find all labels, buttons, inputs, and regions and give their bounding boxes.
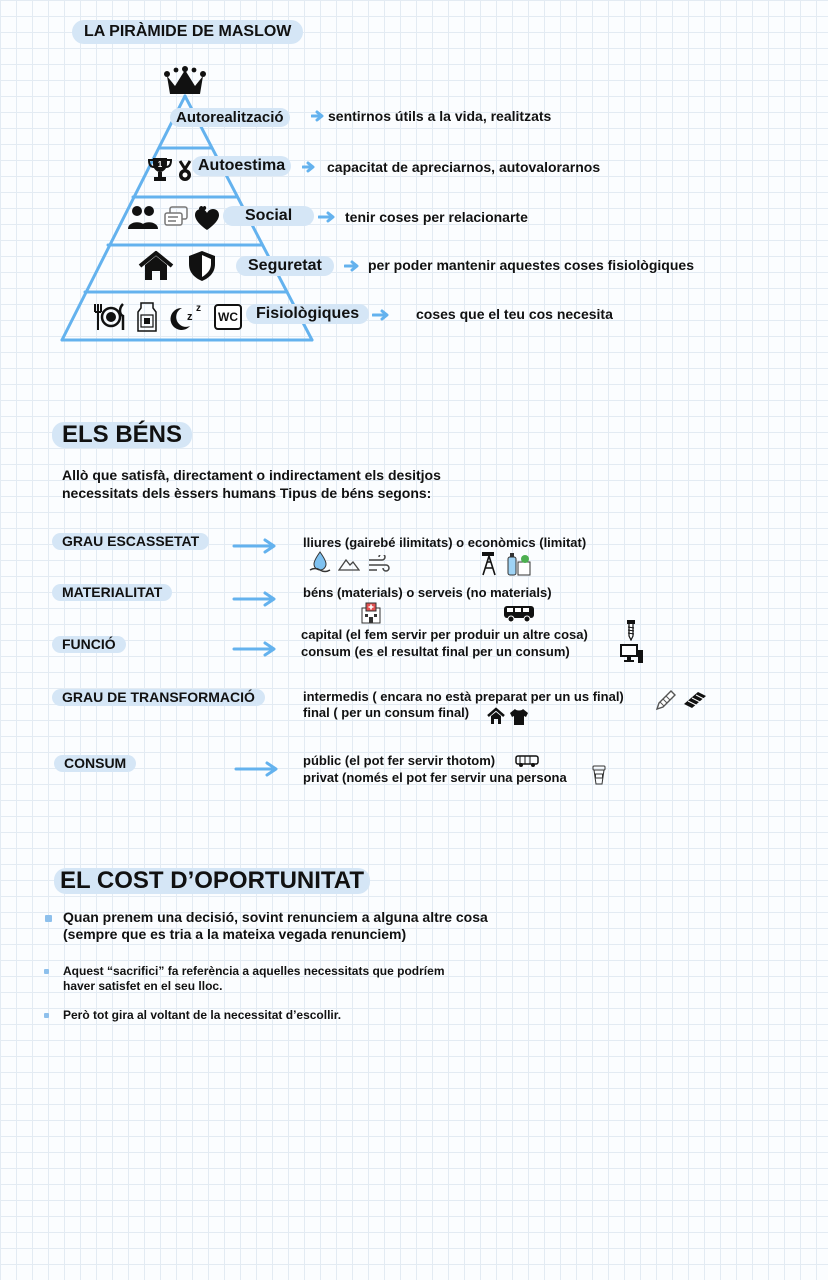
- cost-title: EL COST D’OPORTUNITAT: [54, 868, 370, 894]
- hearts-icon: [193, 205, 221, 231]
- criterion-consum-line-1: públic (el pot fer servir thotom): [303, 753, 496, 768]
- level-autoestima-desc: capacitat de apreciarnos, autovalorarnos: [327, 159, 601, 175]
- arrow-icon: [344, 260, 360, 272]
- criterion-grau-transformacio: GRAU DE TRANSFORMACIÓ: [52, 689, 265, 706]
- hospital-icon: [360, 602, 382, 624]
- long-arrow-icon: [232, 590, 278, 608]
- criterion-materialitat-desc: béns (materials) o serveis (no materials): [303, 585, 552, 600]
- svg-text:1: 1: [157, 160, 163, 169]
- svg-text:z: z: [187, 311, 193, 323]
- bricks-icon: [682, 688, 708, 710]
- shield-icon: [187, 250, 217, 282]
- criterion-grau-transformacio-line-1: intermedis ( encara no està preparat per un us final): [303, 689, 624, 704]
- bens-title: ELS BÉNS: [52, 422, 192, 448]
- level-social-desc: tenir coses per relacionarte: [345, 209, 528, 225]
- water-drop-icon: [309, 551, 331, 573]
- criterion-grau-escassetat-desc: lliures (gairebé ilimitats) o econòmics (limitat): [303, 535, 587, 550]
- tshirt-icon: [509, 708, 529, 726]
- bullet-icon: [44, 1013, 49, 1018]
- arrow-icon: [318, 211, 336, 223]
- cost-paragraph-2-line-1: Aquest “sacrifici” fa referència a aquelles necessitats que podríem: [63, 964, 445, 978]
- long-arrow-icon: [232, 537, 278, 555]
- level-seguretat-desc: per poder mantenir aquestes coses fisiològiques: [368, 257, 694, 273]
- people-icon: [127, 204, 159, 230]
- level-seguretat-label: Seguretat: [236, 256, 334, 276]
- level-fisiologiques-label: Fisiològiques: [246, 304, 369, 324]
- arrow-icon: [311, 110, 325, 122]
- bullet-icon: [44, 969, 49, 974]
- cost-paragraph-3: Però tot gira al voltant de la necessitat d’escollir.: [63, 1008, 342, 1022]
- criterion-funcio-line-1: capital (el fem servir per produir un altre cosa): [301, 627, 588, 642]
- bottles-icon: [506, 552, 532, 576]
- level-social-label: Social: [223, 206, 314, 226]
- house-small-icon: [487, 707, 505, 725]
- plate-icon: [92, 302, 126, 332]
- criterion-grau-escassetat: GRAU ESCASSETAT: [52, 533, 209, 550]
- oil-pump-icon: [480, 550, 498, 576]
- long-arrow-icon: [234, 760, 280, 778]
- bus-icon: [503, 605, 535, 623]
- arrow-icon: [302, 161, 316, 173]
- trophy-icon: [148, 156, 172, 182]
- wind-icon: [368, 555, 390, 573]
- cost-paragraph-1-line-2: (sempre que es tria a la mateixa vegada renunciem): [63, 926, 407, 942]
- level-autoestima-label: Autoestima: [192, 156, 291, 176]
- medal-icon: [177, 160, 193, 182]
- criterion-funcio: FUNCIÓ: [52, 636, 126, 653]
- criterion-materialitat: MATERIALITAT: [52, 584, 172, 601]
- chat-icon: [163, 206, 189, 228]
- level-fisiologiques-desc: coses que el teu cos necesita: [416, 306, 613, 322]
- screw-icon: [626, 619, 636, 641]
- pencil-icon: [654, 688, 678, 712]
- criterion-funcio-line-2: consum (es el resultat final per un consum): [301, 644, 570, 659]
- criterion-consum-line-2: privat (només el pot fer servir una persona: [303, 770, 567, 785]
- milk-icon: [137, 302, 157, 332]
- cost-paragraph-1-line-1: Quan prenem una decisió, sovint renunciem a alguna altre cosa: [63, 909, 488, 925]
- maslow-title: LA PIRÀMIDE DE MASLOW: [72, 20, 303, 44]
- svg-text:z: z: [196, 303, 201, 314]
- criterion-grau-transformacio-line-2: final ( per un consum final): [303, 705, 470, 720]
- bullet-icon: [45, 915, 52, 922]
- long-arrow-icon: [232, 640, 278, 658]
- bens-intro-line-2: necessitats dels èssers humans Tipus de béns segons:: [62, 485, 432, 501]
- arrow-icon: [372, 309, 390, 321]
- level-autorealitzacio-desc: sentirnos útils a la vida, realitzats: [328, 108, 552, 124]
- criterion-consum: CONSUM: [54, 755, 136, 772]
- mountain-icon: [338, 555, 360, 571]
- bens-intro-line-1: Allò que satisfà, directament o indirectament els desitjos: [62, 467, 441, 483]
- wc-icon: WC: [214, 304, 242, 330]
- house-icon: [138, 250, 174, 282]
- sleep-icon: [166, 298, 206, 332]
- bus-small-icon: [515, 755, 539, 768]
- computer-icon: [620, 644, 644, 664]
- level-autorealitzacio-label: Autorealització: [170, 108, 290, 127]
- coffee-cup-icon: [592, 765, 606, 785]
- cost-paragraph-2-line-2: haver satisfet en el seu lloc.: [63, 979, 223, 993]
- crown-icon: [163, 64, 207, 98]
